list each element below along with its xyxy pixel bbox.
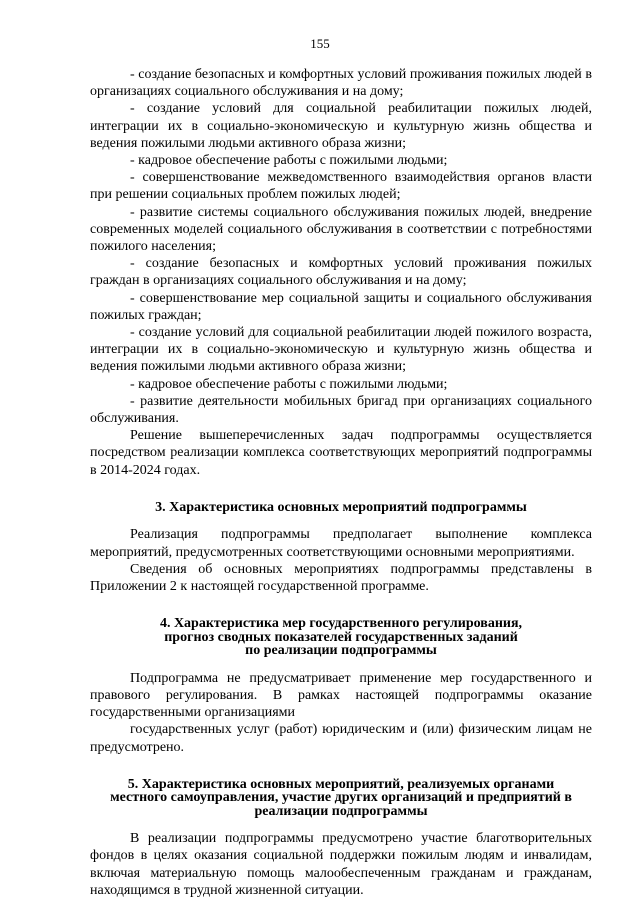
list-item: - создание безопасных и комфортных условий проживания пожилых людей в организациях социального обслуживания и на дому;	[90, 67, 592, 100]
list-item: - создание безопасных и комфортных условий проживания пожилых граждан в организациях социального обслуживания и на дому;	[90, 256, 592, 289]
list-item: - совершенствование межведомственного взаимодействия органов власти при решении социальных проблем пожилых людей;	[90, 170, 592, 203]
list-item: - развитие системы социального обслуживания пожилых людей, внедрение современных моделей социального обслуживания в соответствии с потребностями пожилого населения;	[90, 204, 592, 255]
paragraph: Решение вышеперечисленных задач подпрограммы осуществляется посредством реализации комплекса соответствующих мероприятий подпрограммы в 2014-2024 годах.	[90, 428, 592, 478]
list-item: - создание условий для социальной реабилитации пожилых людей, интеграции их в социально-экономическую и культурную жизнь общества и ведения пожилыми людьми активного образа жизни;	[90, 101, 592, 151]
page-number: 155	[310, 36, 330, 51]
section-3-heading: 3. Характеристика основных мероприятий подпрограммы	[155, 499, 527, 515]
heading-line: 4. Характеристика мер государственного регулирования,	[159, 616, 523, 632]
heading-line: реализации подпрограммы	[254, 803, 428, 819]
heading-line: местного самоуправления, участие других организаций и предприятий в	[110, 790, 572, 806]
list-item: - кадровое обеспечение работы с пожилыми людьми;	[130, 153, 448, 169]
paragraph: В реализации подпрограммы предусмотрено участие благотворительных фондов в целях оказания социальной поддержки пожилым людям и инвалидам, включая материальную помощь малообеспеченным гражданам и гражданам, находящимся в трудной жизненной ситуации.	[90, 831, 592, 898]
list-item: - кадровое обеспечение работы с пожилыми людьми;	[130, 376, 448, 392]
list-item: - совершенствование мер социальной защиты и социального обслуживания пожилых граждан;	[90, 290, 592, 323]
list-item: - развитие деятельности мобильных бригад при организациях социального обслуживания.	[90, 393, 592, 427]
paragraph: Подпрограмма не предусматривает применение мер государственного и правового регулирования. В рамках настоящей подпрограммы оказание государственными организациями	[90, 670, 592, 721]
paragraph: государственных услуг (работ) юридическим и (или) физическим лицам не предусмотрено.	[90, 722, 592, 755]
heading-line: по реализации подпрограммы	[245, 643, 437, 659]
section-5-heading	[90, 778, 592, 819]
document-body	[90, 66, 592, 899]
paragraph: Сведения об основных мероприятиях подпрограммы представлены в Приложении 2 к настоящей государственной программе.	[90, 561, 592, 594]
heading-line: прогноз сводных показателей государственных заданий	[164, 629, 518, 645]
heading-line: 5. Характеристика основных мероприятий, реализуемых органами	[127, 776, 555, 792]
section-4-heading	[90, 617, 592, 658]
list-item: - создание условий для социальной реабилитации людей пожилого возраста, интеграции их в социально-экономическую и культурную жизнь общества и ведения пожилыми людьми активного образа жизни;	[90, 325, 592, 375]
paragraph: Реализация подпрограммы предполагает выполнение комплекса мероприятий, предусмотренных соответствующими основными мероприятиями.	[90, 527, 592, 560]
